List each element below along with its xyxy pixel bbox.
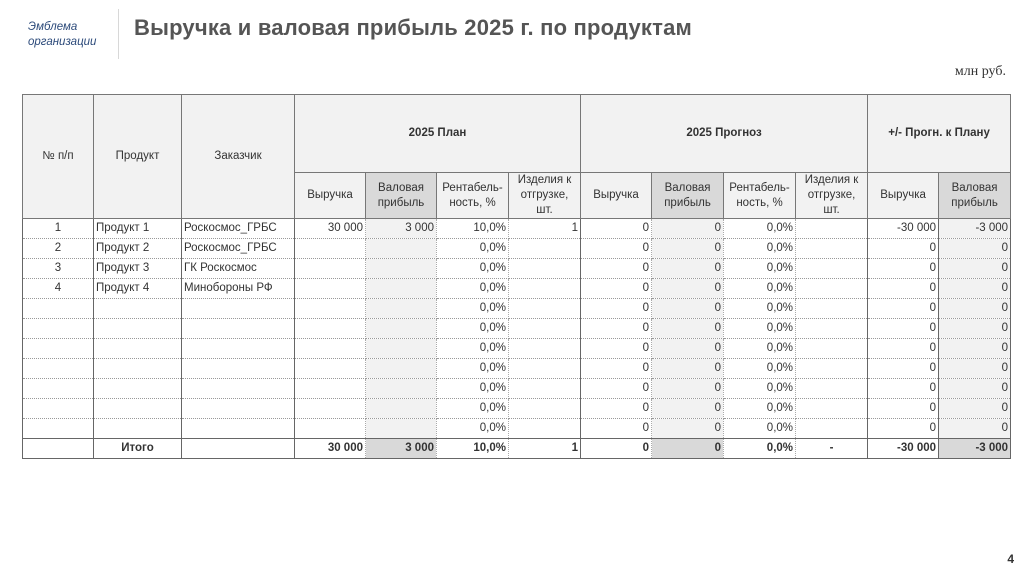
cell-plan-rev (295, 379, 366, 399)
cell-fc-margin: 0,0% (724, 359, 796, 379)
cell-product: Продукт 1 (94, 219, 182, 239)
total-fc-margin: 0,0% (724, 439, 796, 459)
cell-diff-gp: 0 (939, 419, 1011, 439)
cell-customer (182, 359, 295, 379)
cell-diff-rev: 0 (868, 279, 939, 299)
total-plan-gp: 3 000 (366, 439, 437, 459)
cell-fc-rev: 0 (581, 319, 652, 339)
cell-customer (182, 319, 295, 339)
cell-fc-margin: 0,0% (724, 239, 796, 259)
cell-fc-rev: 0 (581, 299, 652, 319)
header-group-diff: +/- Прогн. к Плану (868, 95, 1011, 173)
cell-fc-units (796, 379, 868, 399)
revenue-profit-table (22, 94, 1011, 459)
cell-plan-units (509, 359, 581, 379)
table-row (23, 299, 1011, 319)
total-label: Итого (94, 439, 182, 459)
cell-diff-gp: 0 (939, 299, 1011, 319)
cell-fc-units (796, 419, 868, 439)
cell-plan-gp: 3 000 (366, 219, 437, 239)
cell-fc-margin: 0,0% (724, 379, 796, 399)
cell-fc-rev: 0 (581, 259, 652, 279)
cell-num (23, 299, 94, 319)
header-plan-revenue: Выручка (295, 173, 366, 219)
cell-plan-units (509, 319, 581, 339)
cell-plan-rev (295, 299, 366, 319)
cell-plan-margin: 0,0% (437, 239, 509, 259)
cell-plan-rev (295, 259, 366, 279)
cell-fc-units (796, 219, 868, 239)
cell-plan-margin: 0,0% (437, 299, 509, 319)
cell-num: 2 (23, 239, 94, 259)
cell-fc-gp: 0 (652, 279, 724, 299)
header-diff-revenue: Выручка (868, 173, 939, 219)
cell-fc-units (796, 259, 868, 279)
cell-plan-margin: 0,0% (437, 319, 509, 339)
cell-product (94, 299, 182, 319)
table-row (23, 259, 1011, 279)
cell-diff-gp: 0 (939, 319, 1011, 339)
header-plan-gross-profit: Валовая прибыль (366, 173, 437, 219)
logo-line-2: организации (28, 36, 97, 48)
cell-customer: Роскосмос_ГРБС (182, 239, 295, 259)
cell-fc-margin: 0,0% (724, 259, 796, 279)
cell-fc-units (796, 399, 868, 419)
organization-logo-placeholder (28, 20, 114, 50)
header-group-plan: 2025 План (295, 95, 581, 173)
cell-fc-margin: 0,0% (724, 399, 796, 419)
cell-fc-rev: 0 (581, 379, 652, 399)
cell-fc-gp: 0 (652, 259, 724, 279)
cell-plan-margin: 0,0% (437, 379, 509, 399)
cell-diff-rev: 0 (868, 339, 939, 359)
cell-diff-gp: 0 (939, 239, 1011, 259)
cell-plan-margin: 0,0% (437, 279, 509, 299)
cell-fc-gp: 0 (652, 359, 724, 379)
cell-plan-gp (366, 379, 437, 399)
cell-plan-rev (295, 319, 366, 339)
slide-title: Выручка и валовая прибыль 2025 г. по продуктам (134, 15, 692, 40)
total-plan-units: 1 (509, 439, 581, 459)
cell-fc-rev: 0 (581, 279, 652, 299)
cell-plan-margin: 0,0% (437, 359, 509, 379)
cell-plan-gp (366, 259, 437, 279)
table-row (23, 379, 1011, 399)
cell-plan-rev (295, 419, 366, 439)
cell-customer (182, 379, 295, 399)
cell-fc-margin: 0,0% (724, 419, 796, 439)
cell-diff-rev: 0 (868, 399, 939, 419)
cell-plan-units (509, 259, 581, 279)
cell-diff-gp: 0 (939, 379, 1011, 399)
cell-num (23, 339, 94, 359)
cell-customer: Минобороны РФ (182, 279, 295, 299)
cell-diff-gp: 0 (939, 399, 1011, 419)
cell-num (23, 319, 94, 339)
cell-plan-rev (295, 359, 366, 379)
cell-plan-gp (366, 239, 437, 259)
cell-customer (182, 399, 295, 419)
cell-diff-gp: -3 000 (939, 219, 1011, 239)
cell-fc-units (796, 279, 868, 299)
cell-plan-units (509, 399, 581, 419)
cell-diff-gp: 0 (939, 339, 1011, 359)
header-diff-gross-profit: Валовая прибыль (939, 173, 1011, 219)
cell-fc-units (796, 319, 868, 339)
cell-plan-margin: 0,0% (437, 419, 509, 439)
cell-plan-rev: 30 000 (295, 219, 366, 239)
cell-diff-rev: 0 (868, 419, 939, 439)
cell-plan-gp (366, 419, 437, 439)
cell-customer: Роскосмос_ГРБС (182, 219, 295, 239)
total-diff-gp: -3 000 (939, 439, 1011, 459)
cell-diff-gp: 0 (939, 259, 1011, 279)
table-row (23, 419, 1011, 439)
cell-plan-margin: 10,0% (437, 219, 509, 239)
cell-diff-rev: 0 (868, 359, 939, 379)
cell-fc-gp: 0 (652, 399, 724, 419)
table-row (23, 219, 1011, 239)
cell-diff-rev: 0 (868, 239, 939, 259)
header-forecast-units: Изделия к отгрузке, шт. (796, 173, 868, 219)
cell-product: Продукт 2 (94, 239, 182, 259)
cell-fc-units (796, 339, 868, 359)
page-number: 4 (1007, 552, 1014, 566)
table-row (23, 399, 1011, 419)
header-forecast-revenue: Выручка (581, 173, 652, 219)
cell-fc-gp: 0 (652, 339, 724, 359)
cell-plan-rev (295, 279, 366, 299)
cell-plan-units (509, 339, 581, 359)
cell-num: 3 (23, 259, 94, 279)
table-row (23, 319, 1011, 339)
cell-customer: ГК Роскосмос (182, 259, 295, 279)
cell-customer (182, 419, 295, 439)
total-diff-rev: -30 000 (868, 439, 939, 459)
total-plan-rev: 30 000 (295, 439, 366, 459)
cell-plan-gp (366, 299, 437, 319)
cell-product (94, 319, 182, 339)
cell-num (23, 399, 94, 419)
table-row (23, 339, 1011, 359)
cell-plan-margin: 0,0% (437, 259, 509, 279)
header-plan-units: Изделия к отгрузке, шт. (509, 173, 581, 219)
cell-fc-gp: 0 (652, 319, 724, 339)
cell-fc-gp: 0 (652, 299, 724, 319)
total-plan-margin: 10,0% (437, 439, 509, 459)
header-plan-margin: Рентабель-ность, % (437, 173, 509, 219)
cell-product: Продукт 4 (94, 279, 182, 299)
cell-fc-margin: 0,0% (724, 279, 796, 299)
cell-fc-margin: 0,0% (724, 219, 796, 239)
cell-fc-gp: 0 (652, 239, 724, 259)
cell-fc-rev: 0 (581, 419, 652, 439)
units-label: млн руб. (954, 64, 1006, 79)
total-empty-cell (182, 439, 295, 459)
logo-line-1: Эмблема (28, 21, 78, 33)
cell-fc-margin: 0,0% (724, 319, 796, 339)
cell-customer (182, 299, 295, 319)
cell-product (94, 419, 182, 439)
header-group-forecast: 2025 Прогноз (581, 95, 868, 173)
cell-plan-margin: 0,0% (437, 399, 509, 419)
cell-plan-rev (295, 399, 366, 419)
total-fc-units: - (796, 439, 868, 459)
cell-product: Продукт 3 (94, 259, 182, 279)
cell-plan-margin: 0,0% (437, 339, 509, 359)
cell-num: 4 (23, 279, 94, 299)
cell-plan-gp (366, 359, 437, 379)
header-forecast-gross-profit: Валовая прибыль (652, 173, 724, 219)
cell-plan-rev (295, 339, 366, 359)
cell-diff-rev: 0 (868, 379, 939, 399)
cell-num (23, 379, 94, 399)
cell-fc-units (796, 299, 868, 319)
header-product: Продукт (94, 95, 182, 219)
cell-num (23, 359, 94, 379)
cell-diff-rev: 0 (868, 259, 939, 279)
cell-product (94, 379, 182, 399)
total-fc-gp: 0 (652, 439, 724, 459)
header-num: № п/п (23, 95, 94, 219)
cell-diff-rev: 0 (868, 299, 939, 319)
cell-fc-units (796, 239, 868, 259)
cell-product (94, 339, 182, 359)
cell-num (23, 419, 94, 439)
cell-plan-units (509, 299, 581, 319)
cell-customer (182, 339, 295, 359)
table-row (23, 279, 1011, 299)
cell-fc-gp: 0 (652, 419, 724, 439)
cell-plan-gp (366, 319, 437, 339)
cell-diff-gp: 0 (939, 279, 1011, 299)
header-forecast-margin: Рентабель-ность, % (724, 173, 796, 219)
cell-product (94, 359, 182, 379)
cell-fc-gp: 0 (652, 219, 724, 239)
table-row (23, 359, 1011, 379)
cell-fc-rev: 0 (581, 339, 652, 359)
cell-plan-units: 1 (509, 219, 581, 239)
cell-plan-gp (366, 339, 437, 359)
cell-plan-gp (366, 279, 437, 299)
cell-fc-units (796, 359, 868, 379)
cell-fc-gp: 0 (652, 379, 724, 399)
header-customer: Заказчик (182, 95, 295, 219)
cell-product (94, 399, 182, 419)
cell-plan-gp (366, 399, 437, 419)
cell-fc-rev: 0 (581, 239, 652, 259)
cell-plan-units (509, 419, 581, 439)
cell-fc-rev: 0 (581, 399, 652, 419)
cell-plan-rev (295, 239, 366, 259)
cell-diff-rev: -30 000 (868, 219, 939, 239)
cell-plan-units (509, 379, 581, 399)
table-row (23, 239, 1011, 259)
cell-num: 1 (23, 219, 94, 239)
cell-diff-gp: 0 (939, 359, 1011, 379)
cell-diff-rev: 0 (868, 319, 939, 339)
cell-plan-units (509, 279, 581, 299)
cell-fc-margin: 0,0% (724, 299, 796, 319)
total-row (23, 439, 1011, 459)
cell-fc-rev: 0 (581, 359, 652, 379)
total-fc-rev: 0 (581, 439, 652, 459)
cell-fc-rev: 0 (581, 219, 652, 239)
header-divider (118, 9, 119, 59)
cell-fc-margin: 0,0% (724, 339, 796, 359)
cell-plan-units (509, 239, 581, 259)
total-empty-cell (23, 439, 94, 459)
